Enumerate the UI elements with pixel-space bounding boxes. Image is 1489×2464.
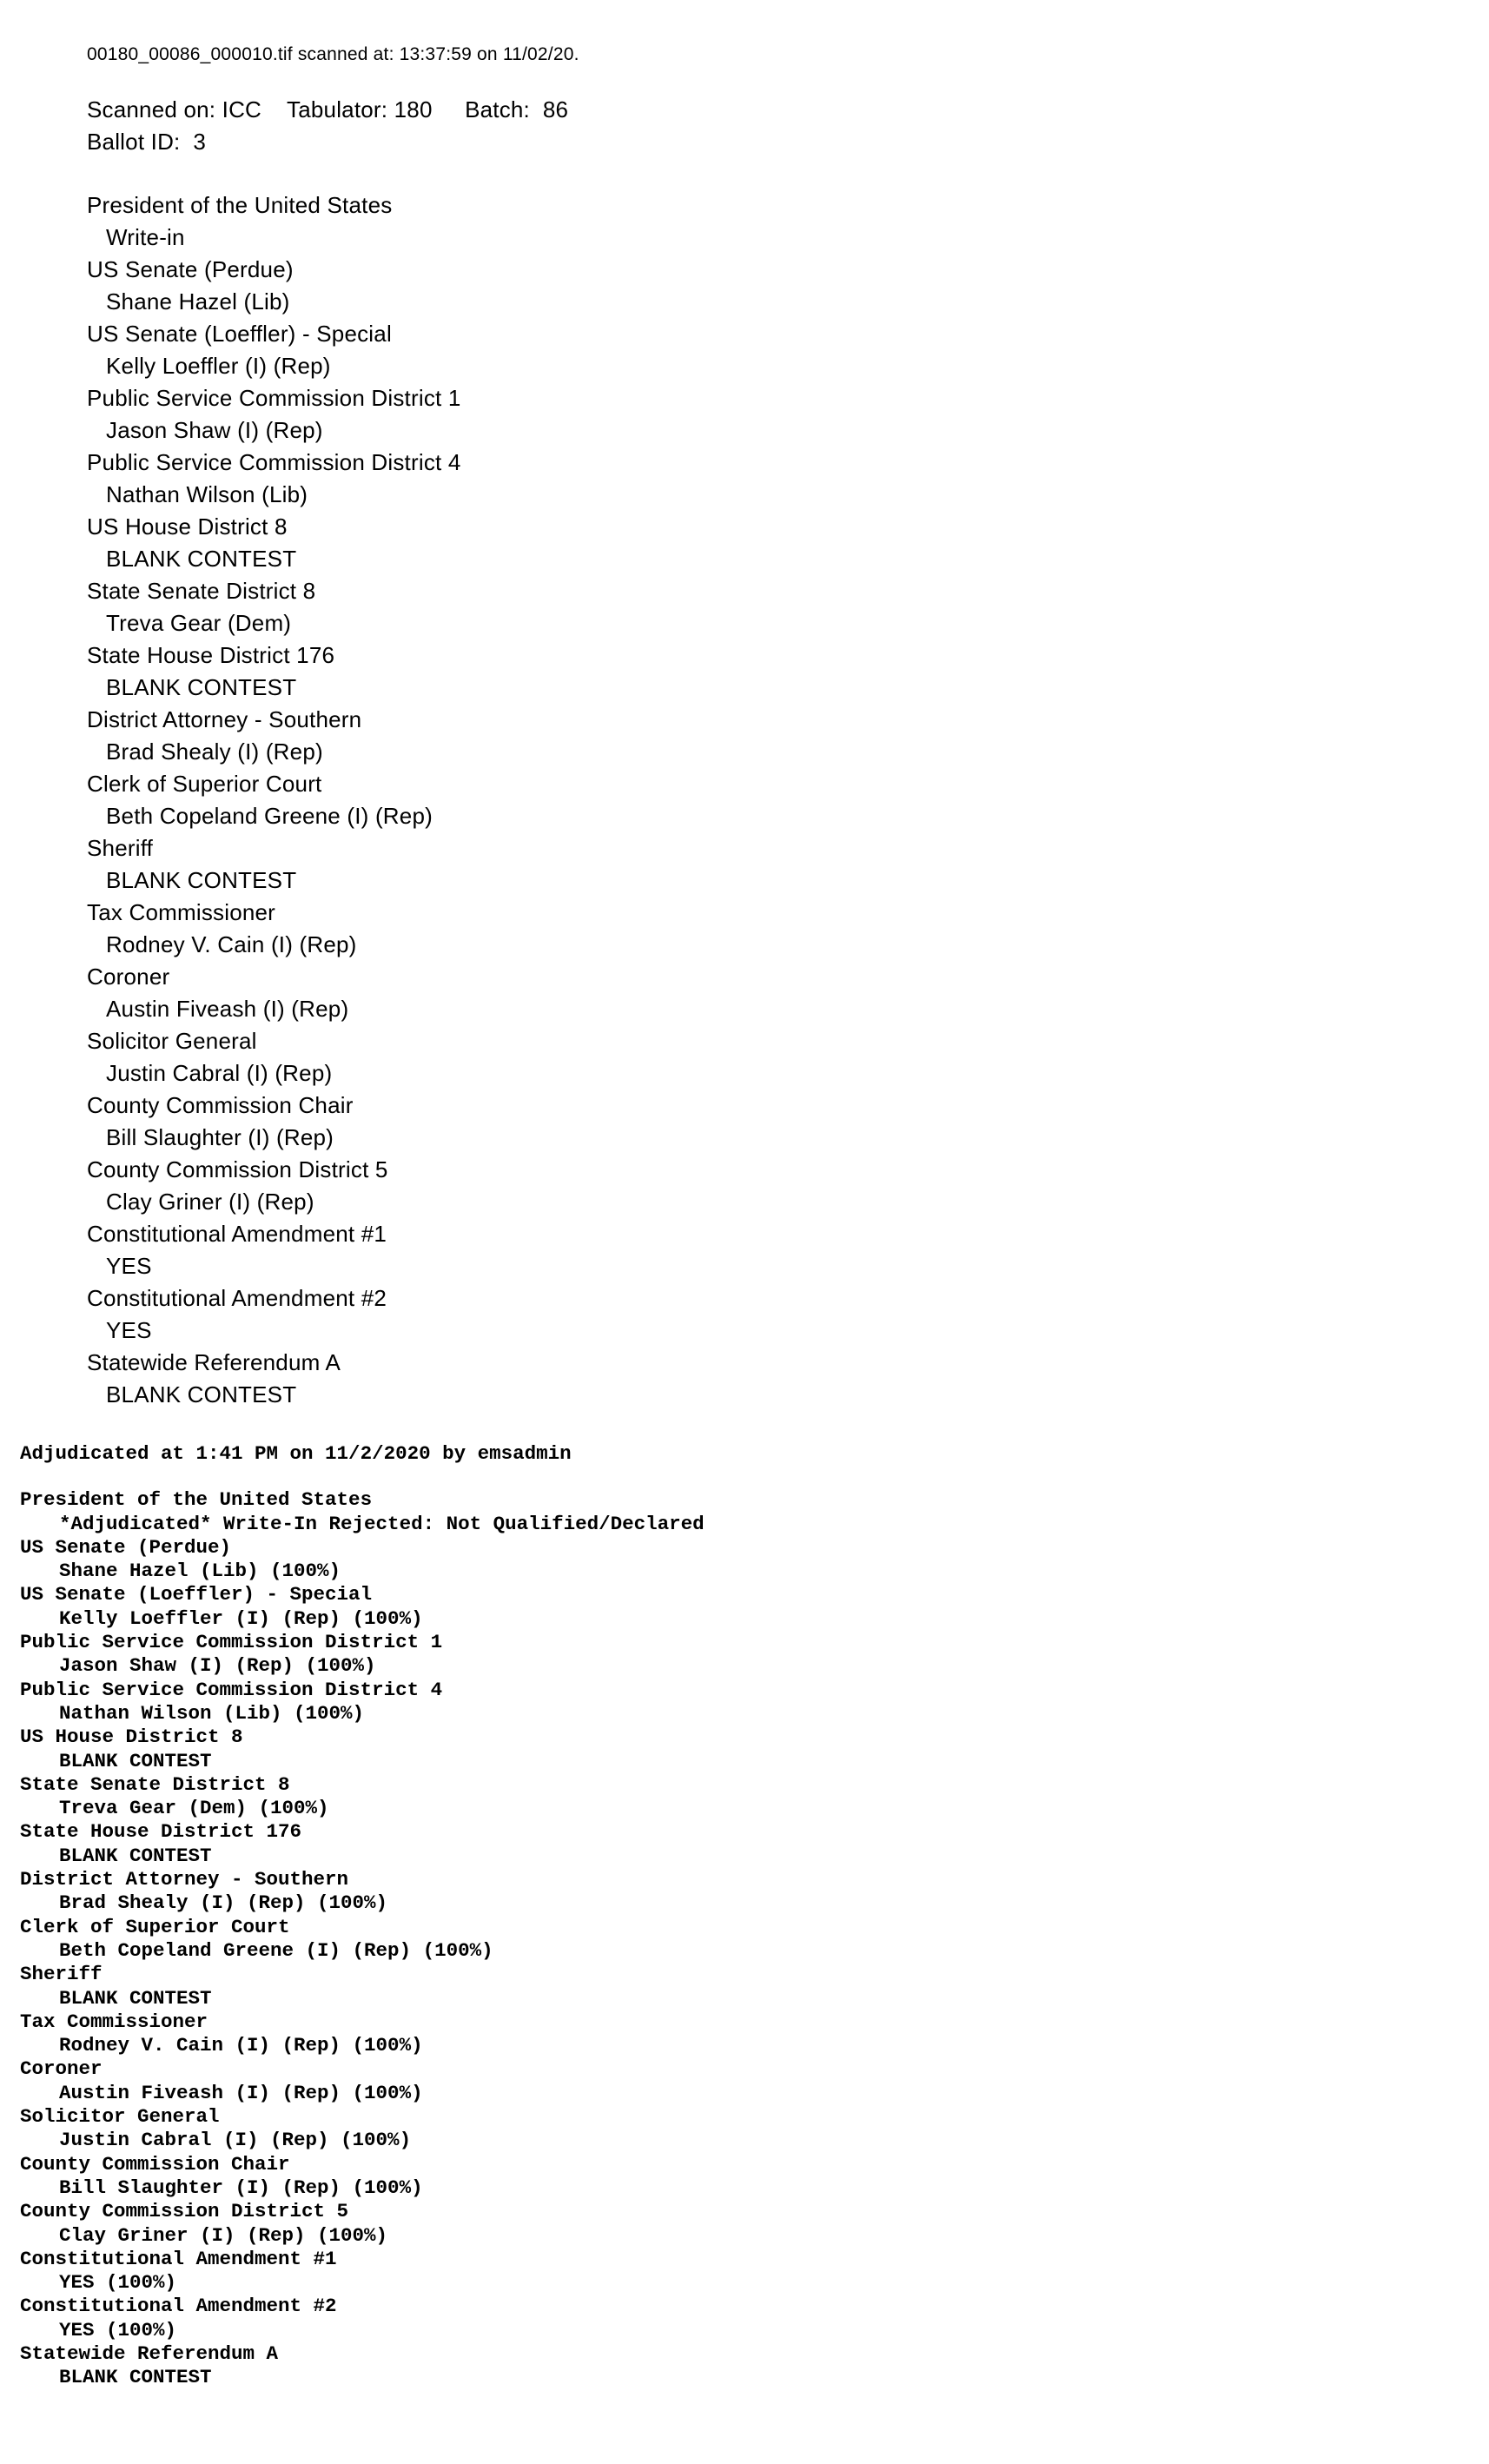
contest-choice: Write-in [106, 224, 185, 250]
adjudicated-contest-name: Constitutional Amendment #2 [20, 2295, 337, 2318]
adjudicated-contest-name: Constitutional Amendment #1 [20, 2247, 337, 2270]
tabulator-label: Tabulator: [287, 96, 388, 123]
contest-name: Coroner [87, 964, 170, 990]
adjudicated-contest-name: State House District 176 [20, 1820, 302, 1844]
adjudication-record [20, 1442, 1410, 2390]
contest-choice: Nathan Wilson (Lib) [106, 481, 308, 507]
adjudicated-contest-name: Public Service Commission District 1 [20, 1631, 443, 1654]
contest-name: Clerk of Superior Court [87, 771, 322, 797]
adjudicated-contest-choice: Kelly Loeffler (I) (Rep) (100%) [59, 1606, 423, 1630]
adjudication-header: Adjudicated at 1:41 PM on 11/2/2020 by emsadmin [20, 1442, 572, 1465]
contest-choice: YES [106, 1253, 152, 1279]
adjudicated-contest-name: Sheriff [20, 1963, 103, 1986]
contest-choice: Shane Hazel (Lib) [106, 288, 290, 315]
adjudicated-contest-name: County Commission Chair [20, 2152, 290, 2176]
adjudicated-contest-choice: YES (100%) [59, 2318, 177, 2341]
contest-choice: Bill Slaughter (I) (Rep) [106, 1124, 334, 1150]
batch-value: 86 [542, 96, 569, 123]
adjudicated-contest-choice: Justin Cabral (I) (Rep) (100%) [59, 2129, 412, 2152]
contest-choice: Justin Cabral (I) (Rep) [106, 1060, 333, 1086]
contest-name: Public Service Commission District 4 [87, 449, 461, 475]
adjudicated-contest-choice: Brad Shealy (I) (Rep) (100%) [59, 1891, 388, 1915]
scan-metadata [87, 94, 1390, 158]
contest-list [87, 189, 1390, 1411]
ballot-id-label: Ballot ID: [87, 129, 181, 155]
contest-name: President of the United States [87, 192, 393, 218]
scan-filename-line: 00180_00086_000010.tif scanned at: 13:37:59 on 11/02/20. [87, 44, 579, 64]
batch-label: Batch: [465, 96, 530, 123]
contest-choice: Austin Fiveash (I) (Rep) [106, 996, 349, 1022]
contest-name: State Senate District 8 [87, 578, 316, 604]
contest-name: State House District 176 [87, 642, 335, 668]
adjudicated-contest-name: Tax Commissioner [20, 2010, 208, 2033]
contest-name: Statewide Referendum A [87, 1349, 341, 1375]
contest-choice: Kelly Loeffler (I) (Rep) [106, 353, 331, 379]
adjudicated-contest-name: US Senate (Perdue) [20, 1535, 232, 1559]
adjudicated-contest-choice: BLANK CONTEST [59, 2366, 212, 2389]
scanned-on-label: Scanned on: [87, 96, 216, 123]
adjudicated-contest-name: State Senate District 8 [20, 1772, 290, 1796]
adjudicated-contest-choice: Jason Shaw (I) (Rep) (100%) [59, 1654, 376, 1678]
adjudicated-contest-choice: Austin Fiveash (I) (Rep) (100%) [59, 2081, 423, 2104]
contest-name: Tax Commissioner [87, 899, 276, 925]
contest-name: District Attorney - Southern [87, 706, 362, 732]
adjudicated-contest-name: US Senate (Loeffler) - Special [20, 1583, 373, 1606]
adjudicated-contest-choice: Rodney V. Cain (I) (Rep) (100%) [59, 2034, 423, 2057]
ballot-id-line [87, 126, 1390, 158]
contest-choice: BLANK CONTEST [106, 546, 297, 572]
contest-name: US House District 8 [87, 513, 288, 540]
contest-choice: Clay Griner (I) (Rep) [106, 1189, 314, 1215]
adjudicated-contest-choice: Bill Slaughter (I) (Rep) (100%) [59, 2176, 423, 2199]
contest-choice: Rodney V. Cain (I) (Rep) [106, 931, 357, 957]
scanned-on-value: ICC [222, 96, 262, 123]
contest-name: US Senate (Loeffler) - Special [87, 321, 392, 347]
adjudicated-contest-name: Coroner [20, 2057, 103, 2081]
adjudicated-contest-choice: *Adjudicated* Write-In Rejected: Not Qualified/Declared [59, 1512, 705, 1535]
adjudicated-contest-name: Public Service Commission District 4 [20, 1678, 443, 1701]
contest-choice: Brad Shealy (I) (Rep) [106, 739, 323, 765]
adjudicated-contest-name: Clerk of Superior Court [20, 1915, 290, 1938]
adjudicated-contest-choice: Clay Griner (I) (Rep) (100%) [59, 2223, 388, 2247]
adjudicated-contest-choice: BLANK CONTEST [59, 1986, 212, 2010]
adjudicated-contest-choice: Shane Hazel (Lib) (100%) [59, 1560, 341, 1583]
contest-choice: BLANK CONTEST [106, 867, 297, 893]
contest-name: County Commission Chair [87, 1092, 354, 1118]
contest-name: US Senate (Perdue) [87, 256, 294, 282]
contest-name: Sheriff [87, 835, 154, 861]
contest-choice: Treva Gear (Dem) [106, 610, 292, 636]
contest-name: Constitutional Amendment #2 [87, 1285, 387, 1311]
adjudicated-contest-choice: Nathan Wilson (Lib) (100%) [59, 1701, 365, 1725]
contest-choice: Beth Copeland Greene (I) (Rep) [106, 803, 433, 829]
adjudicated-contest-choice: BLANK CONTEST [59, 1844, 212, 1867]
contest-choice: BLANK CONTEST [106, 1381, 297, 1408]
contest-choice: Jason Shaw (I) (Rep) [106, 417, 323, 443]
contest-name: Public Service Commission District 1 [87, 385, 461, 411]
scan-info-line [87, 94, 1390, 126]
adjudication-contest-list [20, 1488, 1410, 2389]
contest-name: Solicitor General [87, 1028, 257, 1054]
contest-choice: BLANK CONTEST [106, 674, 297, 700]
contest-name: Constitutional Amendment #1 [87, 1221, 387, 1247]
adjudicated-contest-choice: Treva Gear (Dem) (100%) [59, 1797, 329, 1820]
adjudicated-contest-name: US House District 8 [20, 1725, 243, 1749]
contest-choice: YES [106, 1317, 152, 1343]
adjudicated-contest-choice: BLANK CONTEST [59, 1749, 212, 1772]
adjudicated-contest-name: District Attorney - Southern [20, 1868, 349, 1891]
contest-name: County Commission District 5 [87, 1156, 388, 1182]
adjudicated-contest-choice: YES (100%) [59, 2271, 177, 2295]
adjudicated-contest-name: Statewide Referendum A [20, 2341, 279, 2365]
ballot-id-value: 3 [193, 129, 207, 155]
adjudicated-contest-name: Solicitor General [20, 2105, 220, 2129]
adjudicated-contest-name: President of the United States [20, 1488, 373, 1512]
adjudicated-contest-choice: Beth Copeland Greene (I) (Rep) (100%) [59, 1938, 493, 1962]
tabulator-value: 180 [394, 96, 433, 123]
adjudicated-contest-name: County Commission District 5 [20, 2200, 349, 2223]
ballot-scan-record [87, 42, 1390, 1411]
